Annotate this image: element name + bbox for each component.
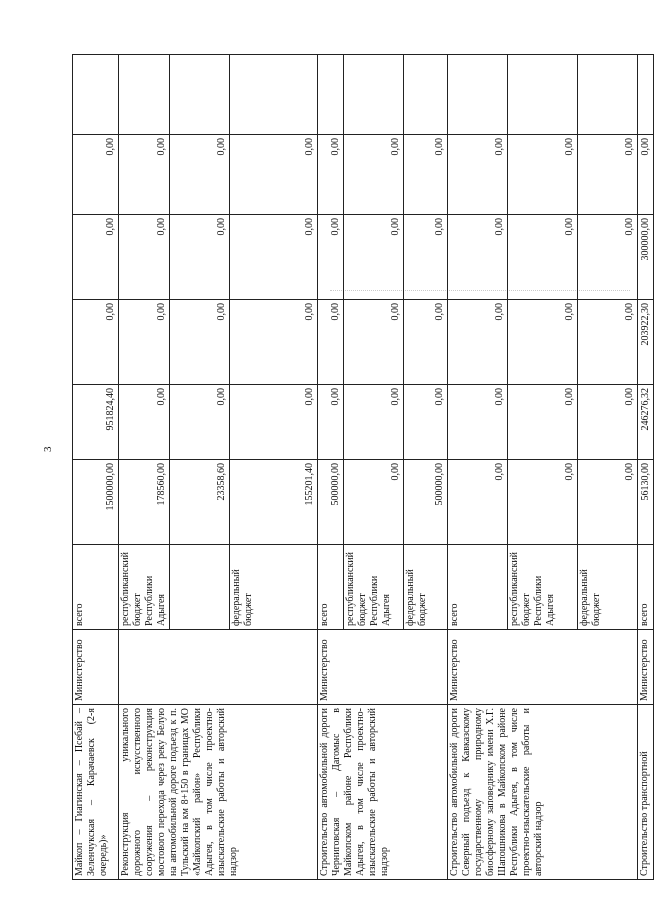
- amount-cell-v4: 0,00: [344, 215, 404, 300]
- amount-cell-v4: 0,00: [73, 215, 119, 300]
- amount-cell-v1: 155201,40: [230, 460, 318, 545]
- budget-table: [72, 54, 654, 880]
- amount-cell-v3: 0,00: [448, 300, 508, 385]
- event-name-cell: Майкоп – Гиагинская – Псебай – Зеленчукская – Карачаевск (2-я очередь)»: [73, 705, 119, 880]
- amount-cell-v5: 0,00: [230, 135, 318, 215]
- amount-cell-v3: 0,00: [170, 300, 230, 385]
- event-name-cell: Строительство автомобильной дороги Черниговская – Дагомыс в Майкопском районе Республики Адыгея, в том числе проектно-изыскательские работы и авторский надзор: [318, 705, 448, 880]
- amount-cell-v4: 0,00: [119, 215, 170, 300]
- table-row: [73, 55, 119, 880]
- amount-cell-v2: 0,00: [170, 385, 230, 460]
- table-row: [318, 55, 344, 880]
- amount-cell-v5: 0,00: [508, 135, 578, 215]
- amount-cell-v5: 0,00: [344, 135, 404, 215]
- amount-cell-v2: 0,00: [230, 385, 318, 460]
- empty-cell: [578, 55, 638, 135]
- empty-cell: [448, 55, 508, 135]
- funding-source-cell: федеральный бюджет: [404, 545, 448, 630]
- amount-cell-v1: 500000,00: [318, 460, 344, 545]
- funding-source-cell: федеральный бюджет: [578, 545, 638, 630]
- responsible-org-cell: [119, 630, 318, 705]
- funding-source-cell: [170, 545, 230, 630]
- amount-cell-v3: 203922,30: [638, 300, 654, 385]
- empty-cell: [230, 55, 318, 135]
- amount-cell-v3: 0,00: [230, 300, 318, 385]
- empty-cell: [344, 55, 404, 135]
- amount-cell-v4: 0,00: [318, 215, 344, 300]
- amount-cell-v2: 0,00: [508, 385, 578, 460]
- funding-source-cell: республиканский бюджет Республики Адыгея: [508, 545, 578, 630]
- amount-cell-v5: 0,00: [448, 135, 508, 215]
- amount-cell-v4: 0,00: [508, 215, 578, 300]
- amount-cell-v2: 0,00: [119, 385, 170, 460]
- amount-cell-v1: 56130,00: [638, 460, 654, 545]
- table-row: [448, 55, 508, 880]
- funding-source-cell: всего: [73, 545, 119, 630]
- amount-cell-v5: 0,00: [73, 135, 119, 215]
- amount-cell-v3: 0,00: [508, 300, 578, 385]
- table-row: [119, 55, 170, 880]
- empty-cell: [508, 55, 578, 135]
- empty-cell: [404, 55, 448, 135]
- funding-source-cell: всего: [448, 545, 508, 630]
- amount-cell-v2: 0,00: [578, 385, 638, 460]
- event-name-cell: Строительство автомобильной дороги Северный подъезд к Кавказскому государственному природному биосферному заповеднику имени Х.Г. Шапошникова в Майкопском районе Республики Адыгея, в том числе проектно-изыскательские работы и авторский надзор: [448, 705, 638, 880]
- amount-cell-v5: 0,00: [638, 135, 654, 215]
- amount-cell-v4: 0,00: [230, 215, 318, 300]
- amount-cell-v2: 951824,40: [73, 385, 119, 460]
- amount-cell-v4: 300000,00: [638, 215, 654, 300]
- empty-cell: [119, 55, 170, 135]
- amount-cell-v2: 246276,32: [638, 385, 654, 460]
- amount-cell-v2: 0,00: [344, 385, 404, 460]
- amount-cell-v3: 0,00: [119, 300, 170, 385]
- empty-cell: [638, 55, 654, 135]
- responsible-org-cell: Министерство: [73, 630, 119, 705]
- amount-cell-v4: 0,00: [404, 215, 448, 300]
- amount-cell-v2: 0,00: [404, 385, 448, 460]
- amount-cell-v5: 0,00: [404, 135, 448, 215]
- amount-cell-v5: 0,00: [119, 135, 170, 215]
- amount-cell-v4: 0,00: [448, 215, 508, 300]
- amount-cell-v4: 0,00: [578, 215, 638, 300]
- amount-cell-v2: 0,00: [448, 385, 508, 460]
- empty-cell: [170, 55, 230, 135]
- table-row: [638, 55, 654, 880]
- amount-cell-v4: 0,00: [170, 215, 230, 300]
- amount-cell-v3: 0,00: [73, 300, 119, 385]
- funding-source-cell: республиканский бюджет Республики Адыгея: [119, 545, 170, 630]
- event-name-cell: Реконструкция уникального дорожного искусственного сооружения – реконструкция мостового перехода через реку Белую на автомобильной дороге подъезд к п. Тульский на км 8+150 в границах МО «Майкопский район» Республики Адыгея, в том числе проектно-изыскательские работы и авторский надзор: [119, 705, 318, 880]
- amount-cell-v2: 0,00: [318, 385, 344, 460]
- amount-cell-v5: 0,00: [318, 135, 344, 215]
- funding-source-cell: всего: [318, 545, 344, 630]
- responsible-org-cell: Министерство: [638, 630, 654, 705]
- page-number: 3: [42, 446, 54, 452]
- amount-cell-v1: 0,00: [448, 460, 508, 545]
- amount-cell-v3: 0,00: [344, 300, 404, 385]
- event-name-cell: Строительство транспортной: [638, 705, 654, 880]
- funding-source-cell: федеральный бюджет: [230, 545, 318, 630]
- empty-cell: [318, 55, 344, 135]
- funding-source-cell: республиканский бюджет Республики Адыгея: [344, 545, 404, 630]
- funding-source-cell: всего: [638, 545, 654, 630]
- amount-cell-v1: 0,00: [344, 460, 404, 545]
- amount-cell-v1: 0,00: [578, 460, 638, 545]
- amount-cell-v3: 0,00: [318, 300, 344, 385]
- rotated-page: [72, 55, 651, 880]
- amount-cell-v5: 0,00: [170, 135, 230, 215]
- amount-cell-v3: 0,00: [578, 300, 638, 385]
- responsible-org-cell: Министерство: [448, 630, 638, 705]
- amount-cell-v1: 178560,00: [119, 460, 170, 545]
- amount-cell-v1: 0,00: [508, 460, 578, 545]
- empty-cell: [73, 55, 119, 135]
- amount-cell-v1: 1500000,00: [73, 460, 119, 545]
- amount-cell-v1: 23358,60: [170, 460, 230, 545]
- amount-cell-v1: 500000,00: [404, 460, 448, 545]
- amount-cell-v5: 0,00: [578, 135, 638, 215]
- responsible-org-cell: Министерство: [318, 630, 448, 705]
- amount-cell-v3: 0,00: [404, 300, 448, 385]
